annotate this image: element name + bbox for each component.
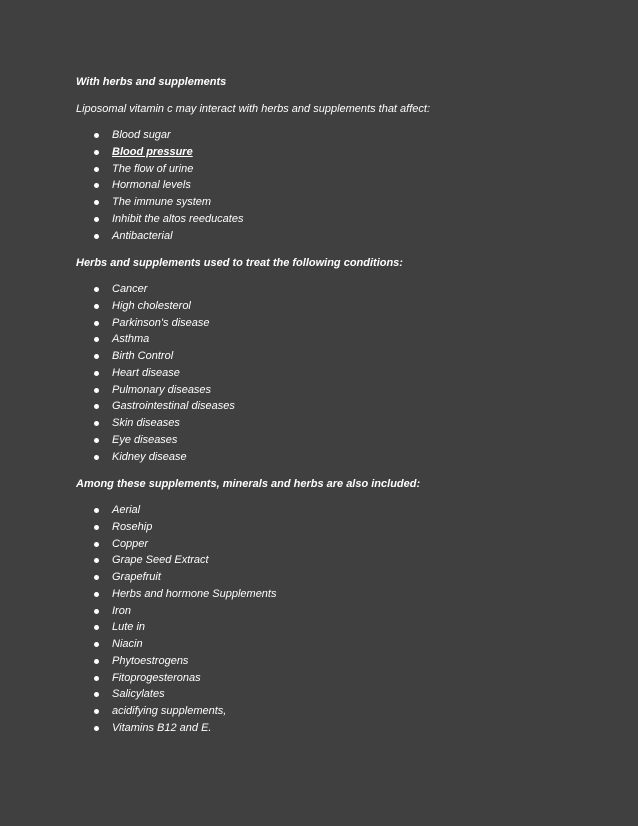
blood-pressure-link[interactable]: Blood pressure <box>112 145 193 158</box>
section-heading-herbs-supplements: With herbs and supplements <box>76 76 227 88</box>
bullet-icon <box>94 709 99 714</box>
bullet-icon <box>94 217 99 222</box>
bullet-icon <box>94 438 99 443</box>
bullet-icon <box>94 388 99 393</box>
bullet-icon <box>94 421 99 426</box>
bullet-icon <box>94 508 99 513</box>
bullet-icon <box>94 354 99 359</box>
section-heading-included-supplements: Among these supplements, minerals and herbs are also included: <box>76 478 421 490</box>
bullet-icon <box>94 575 99 580</box>
bullet-icon <box>94 371 99 376</box>
bullet-icon <box>94 337 99 342</box>
section-heading-conditions: Herbs and supplements used to treat the following conditions: <box>76 257 403 269</box>
bullet-icon <box>94 404 99 409</box>
bullet-icon <box>94 167 99 172</box>
bullet-icon <box>94 659 99 664</box>
intro-paragraph: Liposomal vitamin c may interact with herbs and supplements that affect: <box>76 103 431 115</box>
bullet-icon <box>94 287 99 292</box>
bullet-icon <box>94 183 99 188</box>
bullet-icon <box>94 321 99 326</box>
bullet-icon <box>94 150 99 155</box>
bullet-icon <box>94 558 99 563</box>
bullet-icon <box>94 455 99 460</box>
bullet-icon <box>94 692 99 697</box>
bullet-icon <box>94 200 99 205</box>
bullet-icon <box>94 304 99 309</box>
bullet-icon <box>94 642 99 647</box>
bullet-icon <box>94 625 99 630</box>
bullet-icon <box>94 525 99 530</box>
bullet-icon <box>94 609 99 614</box>
bullet-icon <box>94 592 99 597</box>
bullet-icon <box>94 234 99 239</box>
document-page: With herbs and supplements Liposomal vitamin c may interact with herbs and supplements that affect: Blood sugar Blood pressure The flow of urine Hormonal levels The immune system Inhibit the altos reeducates Antibacterial Herbs and supplements used to treat the following conditions: Cancer High cholesterol Parkinson's disease Asthma Birth Control Heart disease Pulmonary diseases Gastrointestinal diseases Skin diseases Eye diseases Kidney disease Among these supplements, minerals and herbs are also included: Aerial Rosehip Copper Grape Seed Extract Grapefruit Herbs and hormone Supplements Iron Lute in Niacin Phytoestrogens Fitoprogesteronas Salicylates acidifying supplements, Vitamins B12 and E. <box>0 0 638 826</box>
bullet-icon <box>94 726 99 731</box>
bullet-icon <box>94 676 99 681</box>
bullet-icon <box>94 133 99 138</box>
bullet-icon <box>94 542 99 547</box>
